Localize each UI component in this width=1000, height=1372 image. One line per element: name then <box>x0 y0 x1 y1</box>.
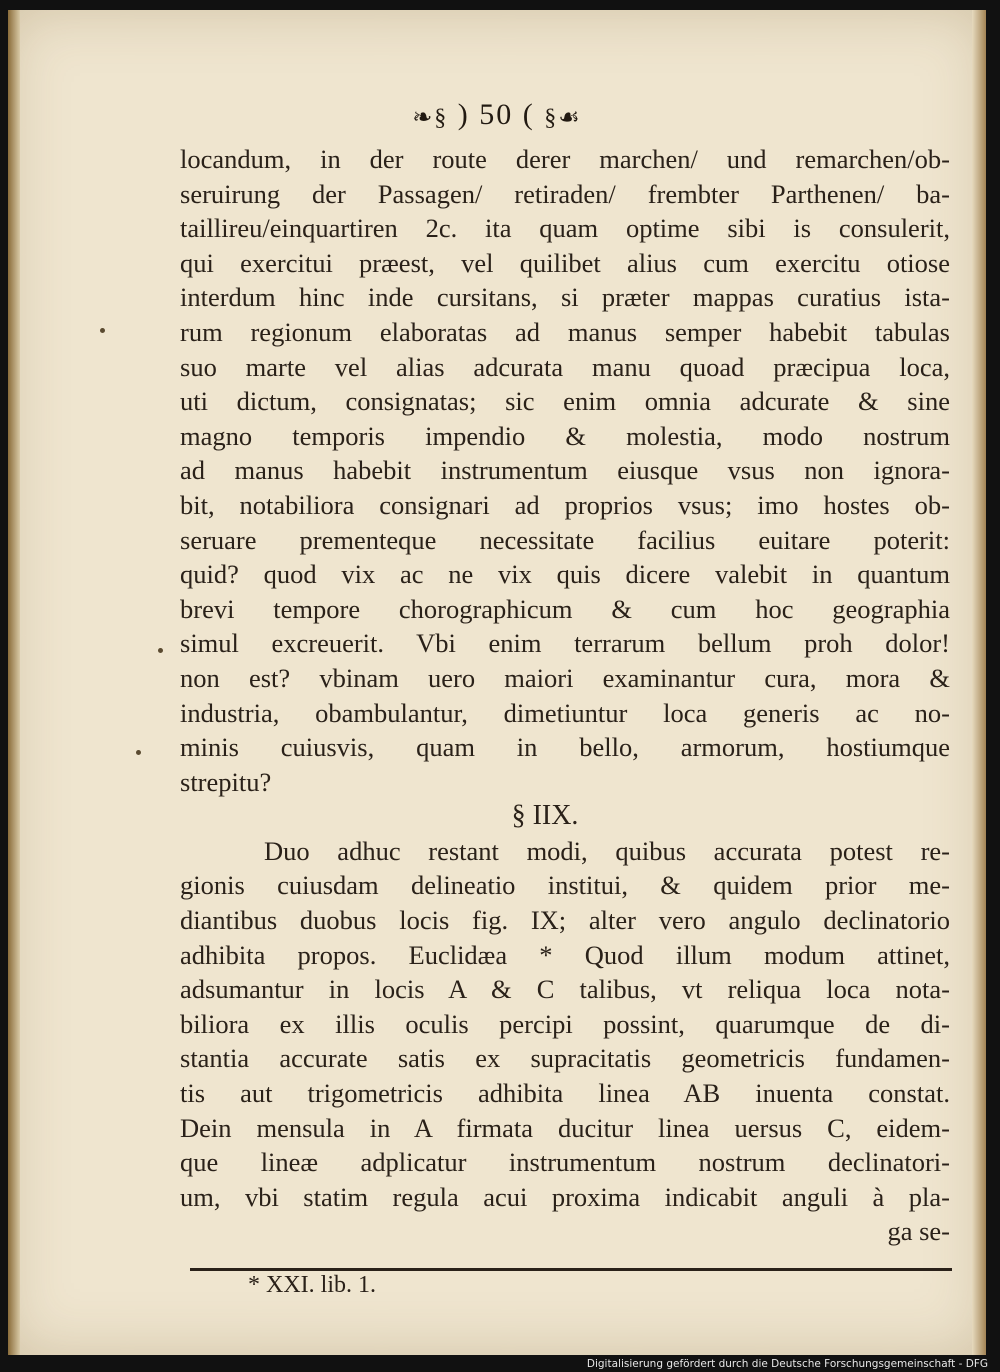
text-line: adsumantur in locis A & C talibus, vt reliqua loca nota- <box>180 974 950 1005</box>
text-line: gionis cuiusdam delineatio institui, & quidem prior me- <box>180 870 950 901</box>
right-ornament: §☙ <box>544 104 582 131</box>
footnote: * XXI. lib. 1. <box>248 1272 376 1298</box>
text-line: rum regionum elaboratas ad manus semper habebit tabulas <box>180 316 950 347</box>
page-header <box>8 98 986 132</box>
text-line: non est? vbinam uero maiori examinantur cura, mora & <box>180 662 950 693</box>
footnote-rule <box>190 1268 952 1271</box>
text-line: diantibus duobus locis fig. IX; alter vero angulo declinatorio <box>180 905 950 936</box>
text-line: interdum hinc inde cursitans, si præter mappas curatius ista- <box>180 282 950 313</box>
text-line: seruirung der Passagen/ retiraden/ frembter Parthenen/ ba- <box>180 178 950 209</box>
margin-speck <box>158 648 163 653</box>
text-line: magno temporis impendio & molestia, modo nostrum <box>180 420 950 451</box>
text-line: biliora ex illis oculis percipi possint, quarumque de di- <box>180 1008 950 1039</box>
text-line: ad manus habebit instrumentum eiusque vsus non ignora- <box>180 455 950 486</box>
text-line: simul excreuerit. Vbi enim terrarum bellum proh dolor! <box>180 628 950 659</box>
text-line: locandum, in der route derer marchen/ und remarchen/ob- <box>180 144 950 174</box>
margin-speck <box>136 750 141 755</box>
text-line: taillireu/einquartiren 2c. ita quam optime sibi is consulerit, <box>180 213 950 244</box>
text-line: adhibita propos. Euclidæa * Quod illum modum attinet, <box>180 939 950 970</box>
text-line: uti dictum, consignatas; sic enim omnia adcurate & sine <box>180 386 950 417</box>
text-line: bit, notabiliora consignari ad proprios vsus; imo hostes ob- <box>180 489 950 520</box>
main-text <box>180 142 950 1249</box>
text-line: quid? quod vix ac ne vix quis dicere valebit in quantum <box>180 559 950 590</box>
text-line: Duo adhuc restant modi, quibus accurata potest re- <box>264 835 950 866</box>
text-line: que lineæ adplicatur instrumentum nostrum declinatori- <box>180 1147 950 1178</box>
left-ornament: ❧§ <box>412 104 449 131</box>
page-number: ) 50 ( <box>457 98 535 131</box>
text-line: tis aut trigometricis adhibita linea AB inuenta constat. <box>180 1078 950 1109</box>
digitization-credit: Digitalisierung gefördert durch die Deutsche Forschungsgemeinschaft - DFG <box>586 1358 988 1370</box>
text-line: seruare prementeque necessitate facilius euitare poterit: <box>180 524 950 555</box>
section-heading: § IIX. <box>511 800 579 832</box>
text-line: qui exercitui præest, vel quilibet alius cum exercitu otiose <box>180 247 950 278</box>
text-line: suo marte vel alias adcurata manu quoad præcipua loca, <box>180 351 950 382</box>
margin-speck <box>100 328 105 333</box>
text-line: stantia accurate satis ex supracitatis geometricis fundamen- <box>180 1043 950 1074</box>
text-line: um, vbi statim regula acui proxima indicabit anguli à pla- <box>180 1181 950 1212</box>
text-line: Dein mensula in A firmata ducitur linea uersus C, eidem- <box>180 1112 950 1143</box>
text-line: strepitu? <box>180 766 272 797</box>
book-page <box>8 10 986 1355</box>
text-line: minis cuiusvis, quam in bello, armorum, hostiumque <box>180 732 950 763</box>
text-line: industria, obambulantur, dimetiuntur loca generis ac no- <box>180 697 950 728</box>
text-line: brevi tempore chorographicum & cum hoc geographia <box>180 593 950 624</box>
catchword: ga se- <box>887 1216 950 1247</box>
